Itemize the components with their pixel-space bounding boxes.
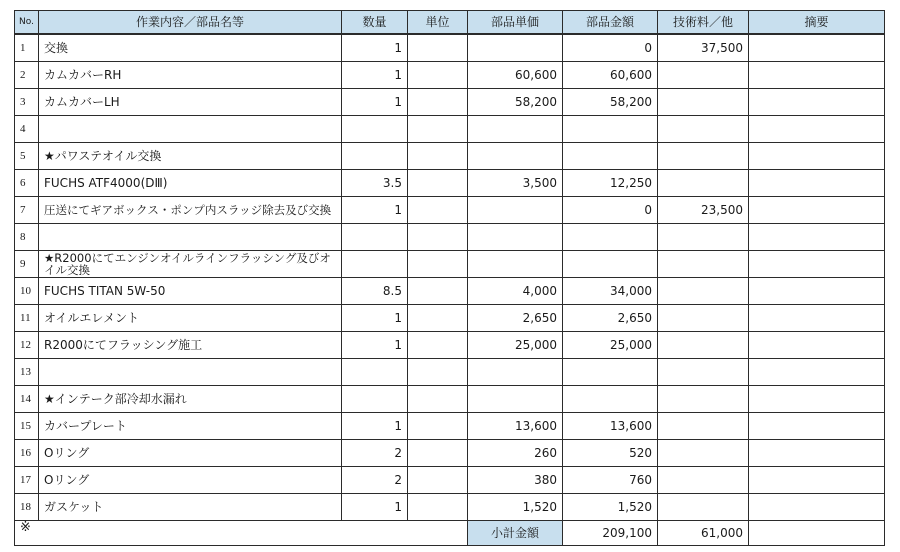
row-no: 8 — [15, 224, 39, 251]
row-no: 5 — [15, 143, 39, 170]
row-labor — [658, 494, 749, 521]
row-labor — [658, 116, 749, 143]
row-name: オイルエレメント — [39, 305, 342, 332]
row-labor — [658, 305, 749, 332]
row-no: 16 — [15, 440, 39, 467]
subtotal-labor: 61,000 — [658, 521, 749, 546]
row-no: 6 — [15, 170, 39, 197]
row-labor — [658, 278, 749, 305]
row-unit-price: 4,000 — [468, 278, 563, 305]
row-unit — [408, 89, 468, 116]
table-row — [15, 413, 885, 440]
row-unit-price: 1,520 — [468, 494, 563, 521]
table-row — [15, 197, 885, 224]
estimate-table — [14, 10, 885, 546]
row-remarks — [749, 224, 885, 251]
row-no: 13 — [15, 359, 39, 386]
row-amount: 760 — [563, 467, 658, 494]
row-unit-price — [468, 197, 563, 224]
row-unit — [408, 440, 468, 467]
row-no: 18 — [15, 494, 39, 521]
row-labor — [658, 359, 749, 386]
row-labor — [658, 62, 749, 89]
row-amount: 12,250 — [563, 170, 658, 197]
row-unit-price — [468, 224, 563, 251]
row-remarks — [749, 116, 885, 143]
table-row — [15, 170, 885, 197]
row-unit-price: 13,600 — [468, 413, 563, 440]
row-unit-price — [468, 116, 563, 143]
row-unit — [408, 413, 468, 440]
header-qty: 数量 — [342, 11, 408, 35]
row-unit — [408, 467, 468, 494]
row-unit-price — [468, 34, 563, 62]
table-row — [15, 143, 885, 170]
subtotal-label: 小計金額 — [468, 521, 563, 546]
row-labor: 23,500 — [658, 197, 749, 224]
row-no: 3 — [15, 89, 39, 116]
row-remarks — [749, 278, 885, 305]
table-row — [15, 251, 885, 278]
table-row — [15, 467, 885, 494]
header-no: No. — [15, 11, 39, 35]
header-name: 作業内容／部品名等 — [39, 11, 342, 35]
row-amount: 58,200 — [563, 89, 658, 116]
row-qty — [342, 386, 408, 413]
row-amount: 60,600 — [563, 62, 658, 89]
row-no: 17 — [15, 467, 39, 494]
row-unit-price: 380 — [468, 467, 563, 494]
table-row — [15, 494, 885, 521]
row-qty — [342, 251, 408, 278]
row-unit-price: 3,500 — [468, 170, 563, 197]
row-name: Oリング — [39, 440, 342, 467]
row-qty: 1 — [342, 89, 408, 116]
row-name: ★パワステオイル交換 — [39, 143, 342, 170]
subtotal-row — [15, 521, 885, 546]
table-row — [15, 359, 885, 386]
row-no: 4 — [15, 116, 39, 143]
row-unit-price: 60,600 — [468, 62, 563, 89]
row-amount — [563, 116, 658, 143]
header-row — [15, 11, 885, 35]
row-unit — [408, 34, 468, 62]
row-amount — [563, 143, 658, 170]
row-remarks — [749, 359, 885, 386]
row-labor — [658, 467, 749, 494]
row-qty — [342, 359, 408, 386]
row-unit — [408, 386, 468, 413]
table-row — [15, 386, 885, 413]
table-row — [15, 440, 885, 467]
row-name — [39, 116, 342, 143]
table-row — [15, 332, 885, 359]
row-qty: 1 — [342, 413, 408, 440]
header-labor: 技術料／他 — [658, 11, 749, 35]
row-unit-price: 58,200 — [468, 89, 563, 116]
row-unit-price: 25,000 — [468, 332, 563, 359]
row-unit-price — [468, 251, 563, 278]
row-amount: 34,000 — [563, 278, 658, 305]
row-qty: 1 — [342, 305, 408, 332]
row-amount: 13,600 — [563, 413, 658, 440]
row-qty: 1 — [342, 494, 408, 521]
row-remarks — [749, 386, 885, 413]
row-remarks — [749, 332, 885, 359]
table-row — [15, 224, 885, 251]
row-qty: 2 — [342, 467, 408, 494]
header-remarks: 摘要 — [749, 11, 885, 35]
row-remarks — [749, 197, 885, 224]
row-remarks — [749, 413, 885, 440]
row-name: 交換 — [39, 34, 342, 62]
row-unit — [408, 278, 468, 305]
row-name: FUCHS TITAN 5W-50 — [39, 278, 342, 305]
row-unit — [408, 305, 468, 332]
row-unit — [408, 116, 468, 143]
subtotal-remarks — [749, 521, 885, 546]
row-remarks — [749, 170, 885, 197]
row-name: ガスケット — [39, 494, 342, 521]
row-unit — [408, 224, 468, 251]
row-labor — [658, 386, 749, 413]
row-unit — [408, 359, 468, 386]
row-unit-price: 2,650 — [468, 305, 563, 332]
row-labor — [658, 89, 749, 116]
row-labor — [658, 224, 749, 251]
row-amount — [563, 386, 658, 413]
row-name: カムカバーLH — [39, 89, 342, 116]
row-unit — [408, 332, 468, 359]
row-name: FUCHS ATF4000(DⅢ) — [39, 170, 342, 197]
row-unit-price — [468, 143, 563, 170]
row-no: 1 — [15, 34, 39, 62]
row-amount: 1,520 — [563, 494, 658, 521]
row-unit-price — [468, 359, 563, 386]
row-no: 12 — [15, 332, 39, 359]
row-name — [39, 224, 342, 251]
row-unit — [408, 197, 468, 224]
row-amount: 520 — [563, 440, 658, 467]
row-remarks — [749, 251, 885, 278]
row-name — [39, 359, 342, 386]
row-no: 2 — [15, 62, 39, 89]
row-no: 9 — [15, 251, 39, 278]
row-amount: 2,650 — [563, 305, 658, 332]
subtotal-parts: 209,100 — [563, 521, 658, 546]
row-name: カバープレート — [39, 413, 342, 440]
row-labor — [658, 170, 749, 197]
note-mark: ※ — [15, 521, 468, 546]
row-amount — [563, 224, 658, 251]
row-remarks — [749, 440, 885, 467]
row-amount — [563, 359, 658, 386]
row-labor: 37,500 — [658, 34, 749, 62]
row-unit — [408, 494, 468, 521]
row-qty: 1 — [342, 332, 408, 359]
row-qty: 1 — [342, 197, 408, 224]
row-name: Oリング — [39, 467, 342, 494]
row-qty — [342, 116, 408, 143]
row-remarks — [749, 62, 885, 89]
header-unit-price: 部品単価 — [468, 11, 563, 35]
table-row — [15, 62, 885, 89]
row-labor — [658, 332, 749, 359]
row-unit-price: 260 — [468, 440, 563, 467]
row-unit — [408, 143, 468, 170]
row-amount: 0 — [563, 197, 658, 224]
row-qty: 2 — [342, 440, 408, 467]
row-qty: 8.5 — [342, 278, 408, 305]
row-name: カムカバーRH — [39, 62, 342, 89]
row-no: 15 — [15, 413, 39, 440]
row-remarks — [749, 89, 885, 116]
row-name: 圧送にてギアボックス・ポンプ内スラッジ除去及び交換 — [39, 197, 342, 224]
row-labor — [658, 251, 749, 278]
row-qty: 3.5 — [342, 170, 408, 197]
row-no: 10 — [15, 278, 39, 305]
table-body — [15, 34, 885, 521]
row-no: 14 — [15, 386, 39, 413]
row-qty — [342, 143, 408, 170]
table-row — [15, 34, 885, 62]
row-unit — [408, 251, 468, 278]
row-no: 7 — [15, 197, 39, 224]
row-remarks — [749, 494, 885, 521]
row-unit — [408, 62, 468, 89]
row-unit — [408, 170, 468, 197]
row-unit-price — [468, 386, 563, 413]
row-remarks — [749, 34, 885, 62]
row-amount — [563, 251, 658, 278]
row-name: ★インテーク部冷却水漏れ — [39, 386, 342, 413]
row-name: R2000にてフラッシング施工 — [39, 332, 342, 359]
row-qty — [342, 224, 408, 251]
header-unit: 単位 — [408, 11, 468, 35]
row-qty: 1 — [342, 34, 408, 62]
table-row — [15, 116, 885, 143]
row-name: ★R2000にてエンジンオイルラインフラッシング及びオイル交換 — [39, 251, 342, 278]
row-amount: 25,000 — [563, 332, 658, 359]
row-remarks — [749, 305, 885, 332]
row-amount: 0 — [563, 34, 658, 62]
row-qty: 1 — [342, 62, 408, 89]
table-row — [15, 305, 885, 332]
row-no: 11 — [15, 305, 39, 332]
table-row — [15, 278, 885, 305]
row-labor — [658, 143, 749, 170]
row-remarks — [749, 467, 885, 494]
table-row — [15, 89, 885, 116]
header-amount: 部品金額 — [563, 11, 658, 35]
row-remarks — [749, 143, 885, 170]
row-labor — [658, 413, 749, 440]
row-labor — [658, 440, 749, 467]
